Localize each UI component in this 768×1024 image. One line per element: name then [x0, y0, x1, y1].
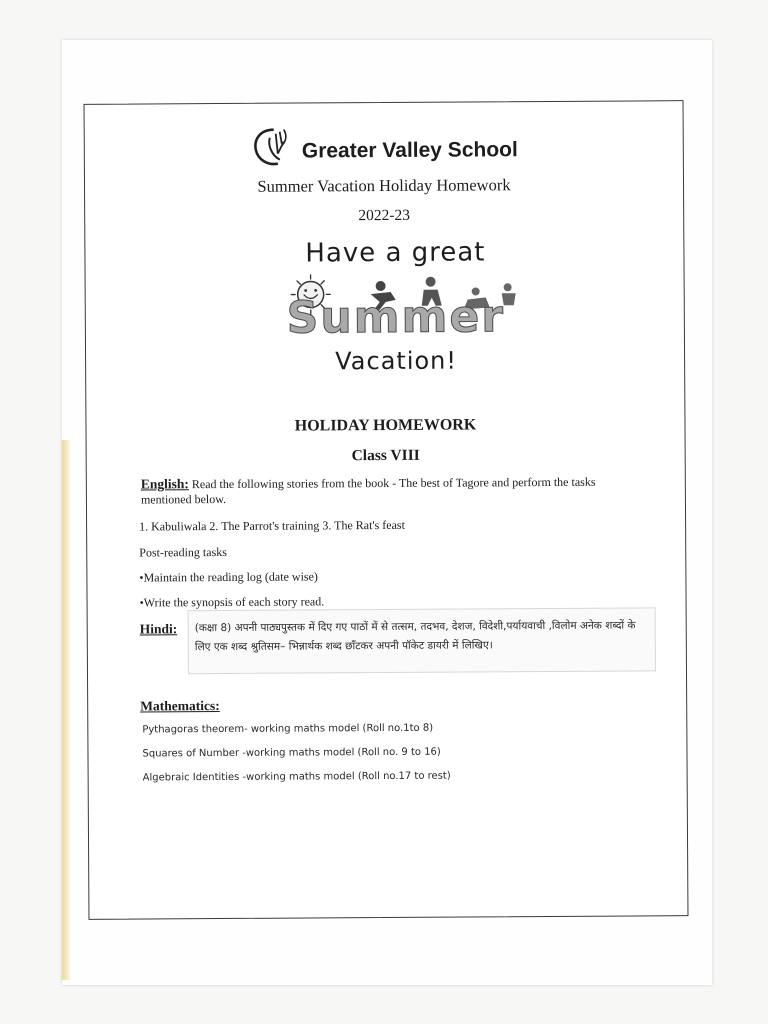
- banner-line2: Vacation!: [335, 346, 458, 376]
- banner-summer-word: Summer: [286, 291, 506, 344]
- hindi-label: Hindi:: [139, 621, 178, 637]
- math-item: Pythagoras theorem- working maths model (Roll no.1to 8): [142, 722, 434, 736]
- mathematics-label: Mathematics:: [140, 698, 220, 714]
- hindi-instruction: (कक्षा 8) अपनी पाठ्यपुस्तक में दिए गए पाठों में से तत्सम, तदभव, देशज, विदेशी,पर्यायवाची ,विलोम अनेक शब्दों के लिए एक शब्द श्रुतिसम– भिन्नार्थक शब्द छाँटकर अपनी पॉकेट डायरी में लिखिए।: [188, 607, 656, 674]
- school-name: Greater Valley School: [301, 138, 518, 163]
- english-task-item: •Write the synopsis of each story read.: [139, 594, 325, 610]
- english-stories: 1. Kabuliwala 2. The Parrot's training 3. The Rat's feast: [139, 517, 405, 534]
- math-item: Squares of Number -working maths model (Roll no. 9 to 16): [142, 746, 441, 760]
- class-label: Class VIII: [351, 446, 420, 465]
- english-instruction: Read the following stories from the book - The best of Tagore and perform the tasks mentioned below.: [140, 474, 596, 507]
- school-logo-icon: [250, 124, 298, 170]
- math-item: Algebraic Identities -working maths model (Roll no.17 to rest): [142, 770, 451, 784]
- document-subtitle: Summer Vacation Holiday Homework: [257, 175, 511, 196]
- english-label: English:: [140, 476, 189, 492]
- academic-year: 2022-23: [358, 206, 411, 225]
- post-reading-heading: Post-reading tasks: [139, 544, 227, 560]
- english-task-item: •Maintain the reading log (date wise): [139, 569, 318, 585]
- english-section: [141, 473, 641, 507]
- paper-edge-tint: [62, 440, 70, 980]
- summer-banner: [245, 237, 546, 379]
- banner-line1: Have a great: [305, 237, 486, 269]
- homework-sheet: [84, 100, 689, 920]
- homework-title: HOLIDAY HOMEWORK: [294, 416, 477, 435]
- school-header: [85, 121, 683, 171]
